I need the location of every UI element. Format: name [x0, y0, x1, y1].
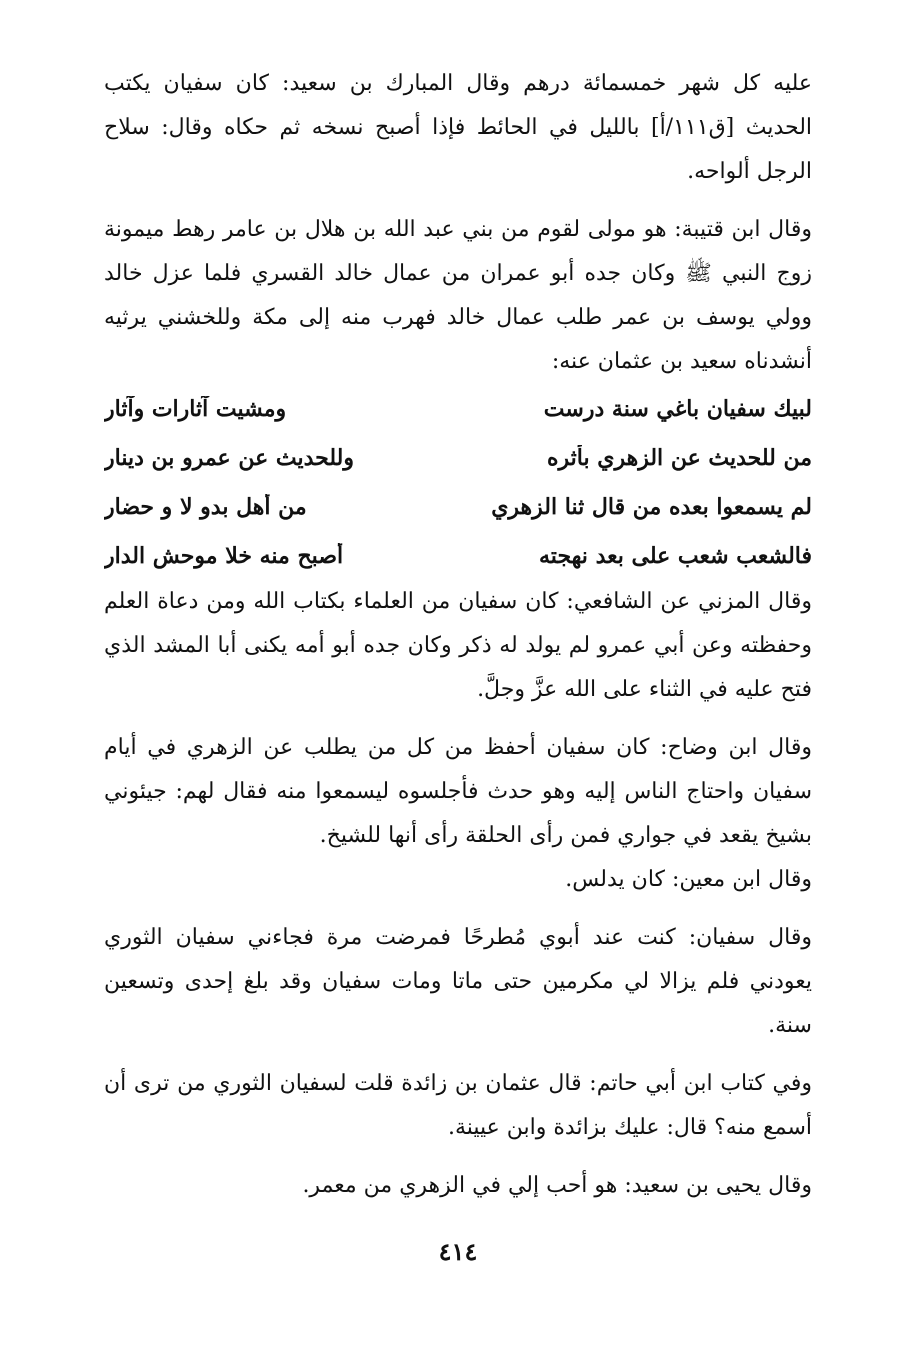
poem — [104, 384, 812, 580]
paragraph-8: وقال يحيى بن سعيد: هو أحب إلي في الزهري من معمر. — [302, 1173, 812, 1198]
verse-second-hemistich: ومشيت آثارات وآثار — [104, 395, 287, 422]
poem-verse — [104, 433, 812, 482]
verse-first-hemistich: فالشعب شعب على بعد نهجته — [539, 542, 812, 569]
paragraph-3: وقال المزني عن الشافعي: كان سفيان من العلماء بكتاب الله ومن دعاة العلم وحفظته وعن أبي عمرو لم يولد له ذكر وكان جده أبو أمه يكنى أبا المشد الذي فتح عليه في الثناء على الله عزَّ وجلَّ. — [104, 589, 812, 702]
paragraph-6: وقال سفيان: كنت عند أبوي مُطرحًا فمرضت مرة فجاءني سفيان الثوري يعودني فلم يزالا لي مكرمين حتى ماتا ومات سفيان وقد بلغ إحدى وتسعين سنة. — [104, 925, 812, 1038]
verse-first-hemistich: من للحديث عن الزهري بأثره — [546, 444, 812, 471]
paragraph-2: وقال ابن قتيبة: هو مولى لقوم من بني عبد الله بن هلال بن عامر رهط ميمونة زوج النبي ﷺ وكان جده أبو عمران من عمال خالد القسري فلما عزل خالد وولي يوسف بن عمر طلب عمال خالد فهرب منه إلى مكة وللخشني يرثيه أنشدناه سعيد بن عثمان عنه: — [104, 217, 812, 374]
poem-verse — [104, 384, 812, 433]
page-number: ٤١٤ — [438, 1237, 478, 1266]
paragraph-1: عليه كل شهر خمسمائة درهم وقال المبارك بن سعيد: كان سفيان يكتب الحديث [ق١١١/أ] بالليل في الحائط فإذا أصبح نسخه ثم حكاه وقال: سلاح الرجل ألواحه. — [104, 71, 813, 184]
paragraph-7: وفي كتاب ابن أبي حاتم: قال عثمان بن زائدة قلت لسفيان الثوري من ترى أن أسمع منه؟ قال: عليك بزائدة وابن عيينة. — [104, 1071, 812, 1140]
paragraph-5: وقال ابن معين: كان يدلس. — [565, 867, 812, 892]
verse-first-hemistich: لبيك سفيان باغي سنة درست — [543, 395, 812, 422]
poem-verse — [104, 531, 812, 580]
verse-second-hemistich: من أهل بدو لا و حضار — [104, 493, 307, 520]
verse-first-hemistich: لم يسمعوا بعده من قال ثنا الزهري — [491, 493, 812, 520]
poem-verse — [104, 482, 812, 531]
verse-second-hemistich: أصبح منه خلا موحش الدار — [104, 542, 344, 569]
verse-second-hemistich: وللحديث عن عمرو بن دينار — [104, 444, 354, 471]
paragraph-4: وقال ابن وضاح: كان سفيان أحفظ من كل من يطلب عن الزهري في أيام سفيان واحتاج الناس إليه وهو حدث فأجلسوه ليسمعوا منه فقال لهم: جيئوني بشيخ يقعد في جواري فمن رأى الحلقة رأى أنها للشيخ. — [104, 735, 812, 848]
